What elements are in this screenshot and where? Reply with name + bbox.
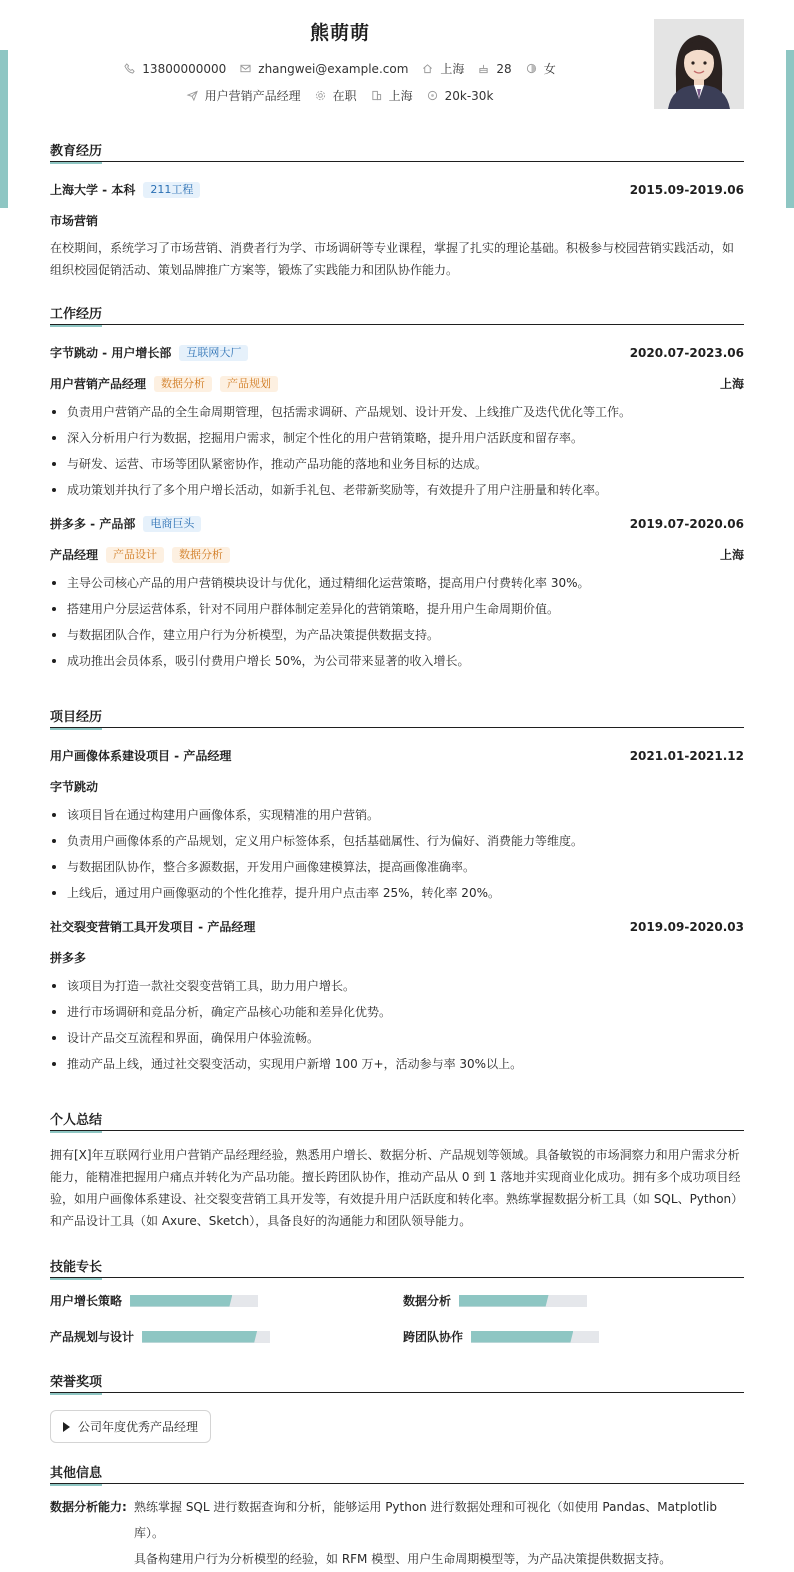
age-text: 28 xyxy=(496,61,512,76)
avatar xyxy=(654,19,744,109)
skill-name: 跨团队协作 xyxy=(403,1330,464,1344)
job-role: 用户营销产品经理 xyxy=(50,377,147,391)
job-period: 2020.07-2023.06 xyxy=(629,345,744,360)
salary-text: 20k-30k xyxy=(444,88,494,103)
skills-title: 技能专长 xyxy=(50,1256,744,1278)
position-item xyxy=(187,87,301,104)
project-period: 2019.09-2020.03 xyxy=(629,919,744,934)
list-item: 推动产品上线，通过社交裂变活动，实现用户新增 100 万+，活动参与率 30%以上。 xyxy=(50,1051,744,1077)
school-name: 上海大学 - 本科 xyxy=(50,183,136,197)
other-section xyxy=(50,1462,744,1572)
list-item: 负责用户营销产品的全生命周期管理，包括需求调研、产品规划、设计开发、上线推广及迭代优化等工作。 xyxy=(50,399,744,425)
award-label: 公司年度优秀产品经理 xyxy=(78,1420,199,1434)
target-city-text: 上海 xyxy=(388,89,413,103)
other-value xyxy=(134,1494,744,1572)
location-item xyxy=(422,60,464,77)
list-item: 设计产品交互流程和界面，确保用户体验流畅。 xyxy=(50,1025,744,1051)
education-description: 在校期间，系统学习了市场营销、消费者行为学、市场调研等专业课程，掌握了扎实的理论基础。积极参与校园营销实践活动，如组织校园促销活动、策划品牌推广方案等，锻炼了实践能力和团队协作能力。 xyxy=(50,241,735,277)
work-section xyxy=(50,303,744,674)
project-entry xyxy=(50,918,744,1077)
email-item xyxy=(240,62,408,76)
coin-icon xyxy=(427,90,438,101)
project-header-row xyxy=(50,747,744,764)
skill-bar xyxy=(459,1295,587,1307)
skill-item xyxy=(403,1328,744,1345)
skill-bar-fill xyxy=(142,1331,257,1343)
project-org: 拼多多 xyxy=(50,951,87,965)
award-item[interactable] xyxy=(50,1410,211,1443)
other-label: 数据分析能力: xyxy=(50,1500,127,1514)
contact-row xyxy=(0,60,680,77)
list-item: 成功推出会员体系，吸引付费用户增长 50%，为公司带来显著的收入增长。 xyxy=(50,648,744,674)
education-header-row xyxy=(50,181,744,198)
send-icon xyxy=(187,90,198,101)
skill-name: 数据分析 xyxy=(403,1294,452,1308)
project-bullets xyxy=(50,802,744,906)
skill-name: 用户增长策略 xyxy=(50,1294,123,1308)
mail-icon xyxy=(240,63,251,74)
role-tag: 产品规划 xyxy=(220,376,278,392)
education-period: 2015.09-2019.06 xyxy=(629,182,744,197)
candidate-name: 熊萌萌 xyxy=(309,22,370,44)
status-text: 在职 xyxy=(332,89,357,103)
list-item: 与数据团队协作，整合多源数据，开发用户画像建模算法，提高画像准确率。 xyxy=(50,854,744,880)
cake-icon xyxy=(478,63,489,74)
skills-section xyxy=(50,1256,744,1345)
other-title: 其他信息 xyxy=(50,1462,744,1484)
summary-text: 拥有[X]年互联网行业用户营销产品经理经验，熟悉用户增长、数据分析、产品规划等领域。具备敏锐的市场洞察力和用户需求分析能力，能精准把握用户痛点并转化为产品功能。擅长跨团队协作，推动产品从 0 到 1 落地并实现商业化成功。拥有多个成功项目经验，如用户画像体系建设、社交裂变营销工具开发等，有效提升用户活跃度和转化率。熟练掌握数据分析工具（如 SQL、Python）和产品设计工具（如 Axure、Sketch），具备良好的沟通能力和团队领导能力。 xyxy=(50,1148,744,1228)
job-header-row xyxy=(50,344,744,361)
home-icon xyxy=(422,63,433,74)
project-name: 用户画像体系建设项目 - 产品经理 xyxy=(50,749,232,763)
list-item: 上线后，通过用户画像驱动的个性化推荐，提升用户点击率 25%，转化率 20%。 xyxy=(50,880,744,906)
skill-item xyxy=(50,1292,403,1309)
project-period: 2021.01-2021.12 xyxy=(629,748,744,763)
school-tag: 211工程 xyxy=(143,182,200,198)
list-item: 与研发、运营、市场等团队紧密协作，推动产品功能的落地和业务目标的达成。 xyxy=(50,451,744,477)
project-org: 字节跳动 xyxy=(50,780,99,794)
job-period: 2019.07-2020.06 xyxy=(629,516,744,531)
education-section xyxy=(50,140,744,281)
location-text: 上海 xyxy=(440,62,465,76)
gender-icon xyxy=(526,63,537,74)
job-city: 上海 xyxy=(719,548,744,562)
email-text: zhangwei@example.com xyxy=(258,61,409,76)
list-item: 深入分析用户行为数据，挖掘用户需求，制定个性化的用户营销策略，提升用户活跃度和留存率。 xyxy=(50,425,744,451)
avatar-portrait xyxy=(654,19,744,109)
other-line: 熟练掌握 SQL 进行数据查询和分析，能够运用 Python 进行数据处理和可视化（如使用 Pandas、Matplotlib 库）。 xyxy=(134,1500,717,1540)
other-info-row xyxy=(50,1494,744,1572)
role-tag: 数据分析 xyxy=(172,547,230,563)
list-item: 搭建用户分层运营体系，针对不同用户群体制定差异化的营销策略，提升用户生命周期价值。 xyxy=(50,596,744,622)
gender-text: 女 xyxy=(543,62,556,76)
company-name: 拼多多 - 产品部 xyxy=(50,517,136,531)
list-item: 与数据团队合作，建立用户行为分析模型，为产品决策提供数据支持。 xyxy=(50,622,744,648)
phone-icon xyxy=(124,63,135,74)
skill-bar xyxy=(142,1331,270,1343)
job-entry xyxy=(50,344,744,503)
summary-section xyxy=(50,1109,744,1232)
job-bullets xyxy=(50,570,744,674)
job-city: 上海 xyxy=(719,377,744,391)
list-item: 该项目为打造一款社交裂变营销工具，助力用户增长。 xyxy=(50,973,744,999)
age-item xyxy=(478,62,511,76)
job-role-row xyxy=(50,375,744,392)
other-line: 具备构建用户行为分析模型的经验，如 RFM 模型、用户生命周期模型等，为产品决策提供数据支持。 xyxy=(134,1552,672,1566)
education-title: 教育经历 xyxy=(50,140,744,162)
list-item: 成功策划并执行了多个用户增长活动，如新手礼包、老带新奖励等，有效提升了用户注册量和转化率。 xyxy=(50,477,744,503)
building-icon xyxy=(371,90,382,101)
job-entry xyxy=(50,515,744,674)
list-item: 主导公司核心产品的用户营销模块设计与优化，通过精细化运营策略，提高用户付费转化率 30%。 xyxy=(50,570,744,596)
project-bullets xyxy=(50,973,744,1077)
company-tag: 互联网大厂 xyxy=(179,345,248,361)
job-info-row xyxy=(0,87,680,104)
summary-title: 个人总结 xyxy=(50,1109,744,1131)
list-item: 负责用户画像体系的产品规划，定义用户标签体系，包括基础属性、行为偏好、消费能力等维度。 xyxy=(50,828,744,854)
skill-item xyxy=(403,1292,744,1309)
list-item: 进行市场调研和竞品分析，确定产品核心功能和差异化优势。 xyxy=(50,999,744,1025)
job-role: 产品经理 xyxy=(50,548,99,562)
phone-item xyxy=(124,62,226,76)
list-item: 该项目旨在通过构建用户画像体系，实现精准的用户营销。 xyxy=(50,802,744,828)
skills-grid xyxy=(50,1292,744,1345)
awards-title: 荣誉奖项 xyxy=(50,1371,744,1393)
job-bullets xyxy=(50,399,744,503)
project-name: 社交裂变营销工具开发项目 - 产品经理 xyxy=(50,920,256,934)
project-entry xyxy=(50,747,744,906)
awards-section xyxy=(50,1371,744,1443)
status-item xyxy=(315,87,357,104)
role-tag: 数据分析 xyxy=(154,376,212,392)
salary-item xyxy=(427,89,494,103)
target-city-item xyxy=(371,87,413,104)
job-role-row xyxy=(50,546,744,563)
skill-bar-fill xyxy=(130,1295,232,1307)
play-icon xyxy=(63,1422,70,1432)
company-tag: 电商巨头 xyxy=(143,516,201,532)
gear-icon xyxy=(315,90,326,101)
phone-text: 13800000000 xyxy=(142,61,227,76)
skill-bar-fill xyxy=(471,1331,573,1343)
skill-bar xyxy=(130,1295,258,1307)
job-header-row xyxy=(50,515,744,532)
projects-section xyxy=(50,706,744,1077)
skill-bar-fill xyxy=(459,1295,549,1307)
skill-item xyxy=(50,1328,403,1345)
skill-name: 产品规划与设计 xyxy=(50,1330,135,1344)
resume-header xyxy=(0,0,794,120)
company-name: 字节跳动 - 用户增长部 xyxy=(50,346,172,360)
gender-item xyxy=(526,60,556,77)
project-header-row xyxy=(50,918,744,935)
position-text: 用户营销产品经理 xyxy=(204,89,301,103)
role-tag: 产品设计 xyxy=(106,547,164,563)
projects-title: 项目经历 xyxy=(50,706,744,728)
skill-bar xyxy=(471,1331,599,1343)
work-title: 工作经历 xyxy=(50,303,744,325)
education-major: 市场营销 xyxy=(50,214,99,228)
